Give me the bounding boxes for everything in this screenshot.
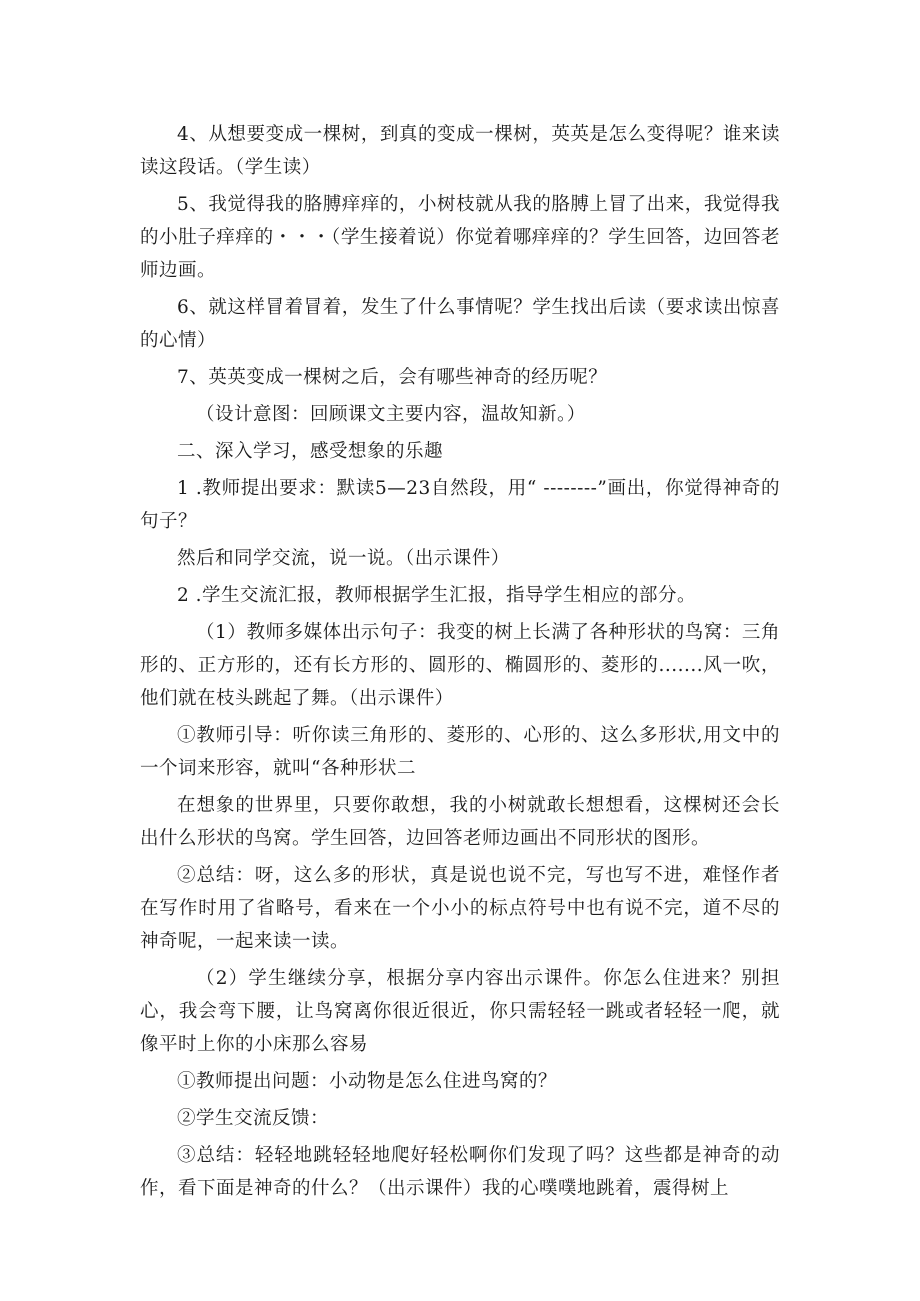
paragraph-step-5: 5、我觉得我的胳膊痒痒的，小树枝就从我的胳膊上冒了出来，我觉得我的小肚子痒痒的・・・（学生接着说）你觉着哪痒痒的？学生回答，边回答老师边画。 [140,194,780,281]
paragraph-sub-1: （1）教师多媒体出示句子：我变的树上长满了各种形状的鸟窝：三角形的、正方形的，还有长方形的、圆形的、椭圆形的、菱形的.......风一吹，他们就在枝头跳起了舞。（出示课件） [140,622,780,709]
paragraph-step-7: 7、英英变成一棵树之后，会有哪些神奇的经历呢？ [177,367,608,388]
paragraph-step-6: 6、就这样冒着冒着，发生了什么事情呢？学生找出后读（要求读出惊喜的心情） [140,297,780,351]
paragraph-step-4: 4、从想要变成一棵树，到真的变成一棵树，英英是怎么变得呢？谁来读读这段话。（学生读） [140,124,780,178]
document-body [140,118,780,1209]
section-heading-2: 二、深入学习，感受想象的乐趣 [177,441,444,462]
paragraph-guide: ①教师引导：听你读三角形的、菱形的、心形的、这么多形状,用文中的一个词来形容，就叫“各种形状二 [140,725,780,779]
paragraph-feedback: ②学生交流反馈： [177,1108,330,1129]
paragraph-exchange: 然后和同学交流，说一说。（出示课件） [177,548,510,569]
paragraph-summary-1: ②总结：呀，这么多的形状，真是说也说不完，写也写不进，难怪作者在写作时用了省略号，看来在一个小小的标点符号中也有说不完，道不尽的神奇呢，一起来读一读。 [140,865,780,952]
paragraph-requirement-1: 1 .教师提出要求：默读5—23自然段，用“ --------”画出，你觉得神奇的句子？ [140,478,780,532]
paragraph-imagine: 在想象的世界里，只要你敢想，我的小树就敢长想想看，这棵树还会长出什么形状的鸟窝。学生回答，边回答老师边画出不同形状的图形。 [140,795,780,849]
paragraph-summary-2: ③总结：轻轻地跳轻轻地爬好轻松啊你们发现了吗？这些都是神奇的动作，看下面是神奇的什么？（出示课件）我的心噗噗地跳着，震得树上 [140,1145,780,1199]
paragraph-design-intent: （设计意图：回顾课文主要内容，温故知新。） [196,404,586,425]
paragraph-sub-2: （2）学生继续分享，根据分享内容出示课件。你怎么住进来？别担心，我会弯下腰，让鸟窝离你很近很近，你只需轻轻一跳或者轻轻一爬，就像平时上你的小床那么容易 [140,968,780,1055]
paragraph-question: ①教师提出问题：小动物是怎么住进鸟窝的？ [177,1071,558,1092]
paragraph-report-2: 2 .学生交流汇报，教师根据学生汇报，指导学生相应的部分。 [177,585,697,606]
